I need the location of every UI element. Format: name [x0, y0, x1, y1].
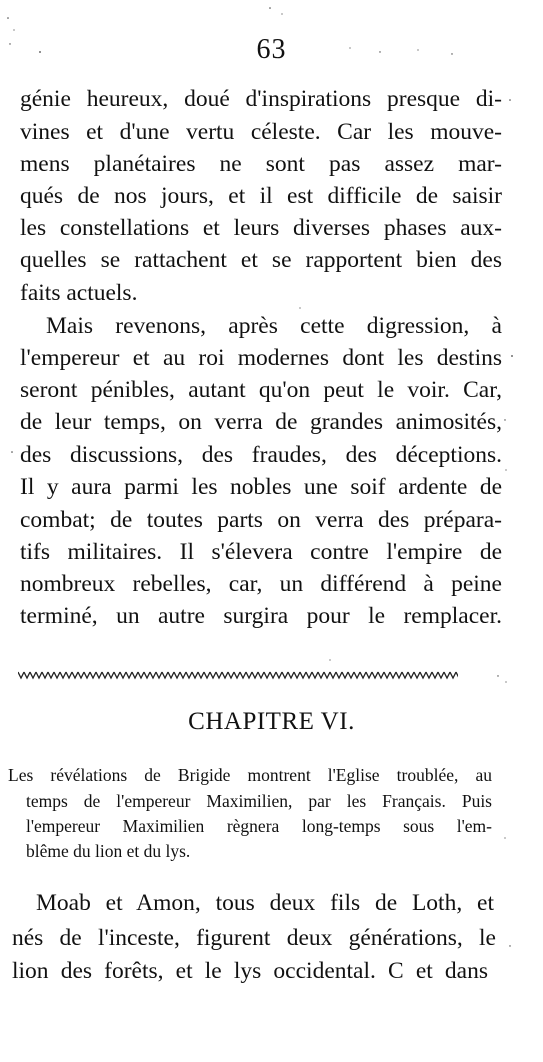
text-line: tifs militaires. Il s'élevera contre l'empire de — [20, 539, 502, 565]
text-line: Mais revenons, après cette digression, à — [46, 313, 502, 339]
text-line: vines et d'une vertu céleste. Car les mouve- — [20, 119, 502, 145]
text-line: des discussions, des fraudes, des déceptions. — [20, 442, 502, 468]
text-line: de leur temps, on verra de grandes animosités, — [20, 409, 502, 435]
text-line: nombreux rebelles, car, un différend à peine — [20, 571, 502, 597]
text-line: l'empereur et au roi modernes dont les destins — [20, 345, 502, 371]
summary-line: Les révélations de Brigide montrent l'Eglise troublée, au — [8, 765, 492, 785]
text-line: génie heureux, doué d'inspirations presque di- — [20, 86, 502, 112]
text-line: terminé, un autre surgira pour le remplacer. — [20, 603, 502, 629]
summary-line: temps de l'empereur Maximilien, par les Français. Puis — [26, 791, 492, 811]
text-line: faits actuels. — [20, 280, 138, 306]
text-line: nés de l'inceste, figurent deux générations, le — [12, 925, 496, 951]
text-line: quelles se rattachent et se rapportent bien des — [20, 247, 502, 273]
text-line: mens planétaires ne sont pas assez mar- — [20, 151, 502, 177]
text-line: Moab et Amon, tous deux fils de Loth, et — [36, 890, 494, 916]
text-line: les constellations et leurs diverses phases aux- — [20, 215, 502, 241]
text-line: lion des forêts, et le lys occidental. C et dans — [12, 958, 488, 984]
text-line: qués de nos jours, et il est difficile de saisir — [20, 183, 502, 209]
text-line: seront pénibles, autant qu'on peut le voir. Car, — [20, 377, 502, 403]
summary-line: l'empereur Maximilien règnera long-temps sous l'em- — [26, 816, 492, 836]
text-line: combat; de toutes parts on verra des prépara- — [20, 507, 502, 533]
summary-line: blême du lion et du lys. — [26, 841, 191, 861]
chapter-title: CHAPITRE VI. — [188, 708, 355, 735]
text-line: Il y aura parmi les nobles une soif ardente de — [20, 474, 502, 500]
page-number: 63 — [256, 34, 287, 65]
ornamental-divider — [18, 668, 458, 682]
